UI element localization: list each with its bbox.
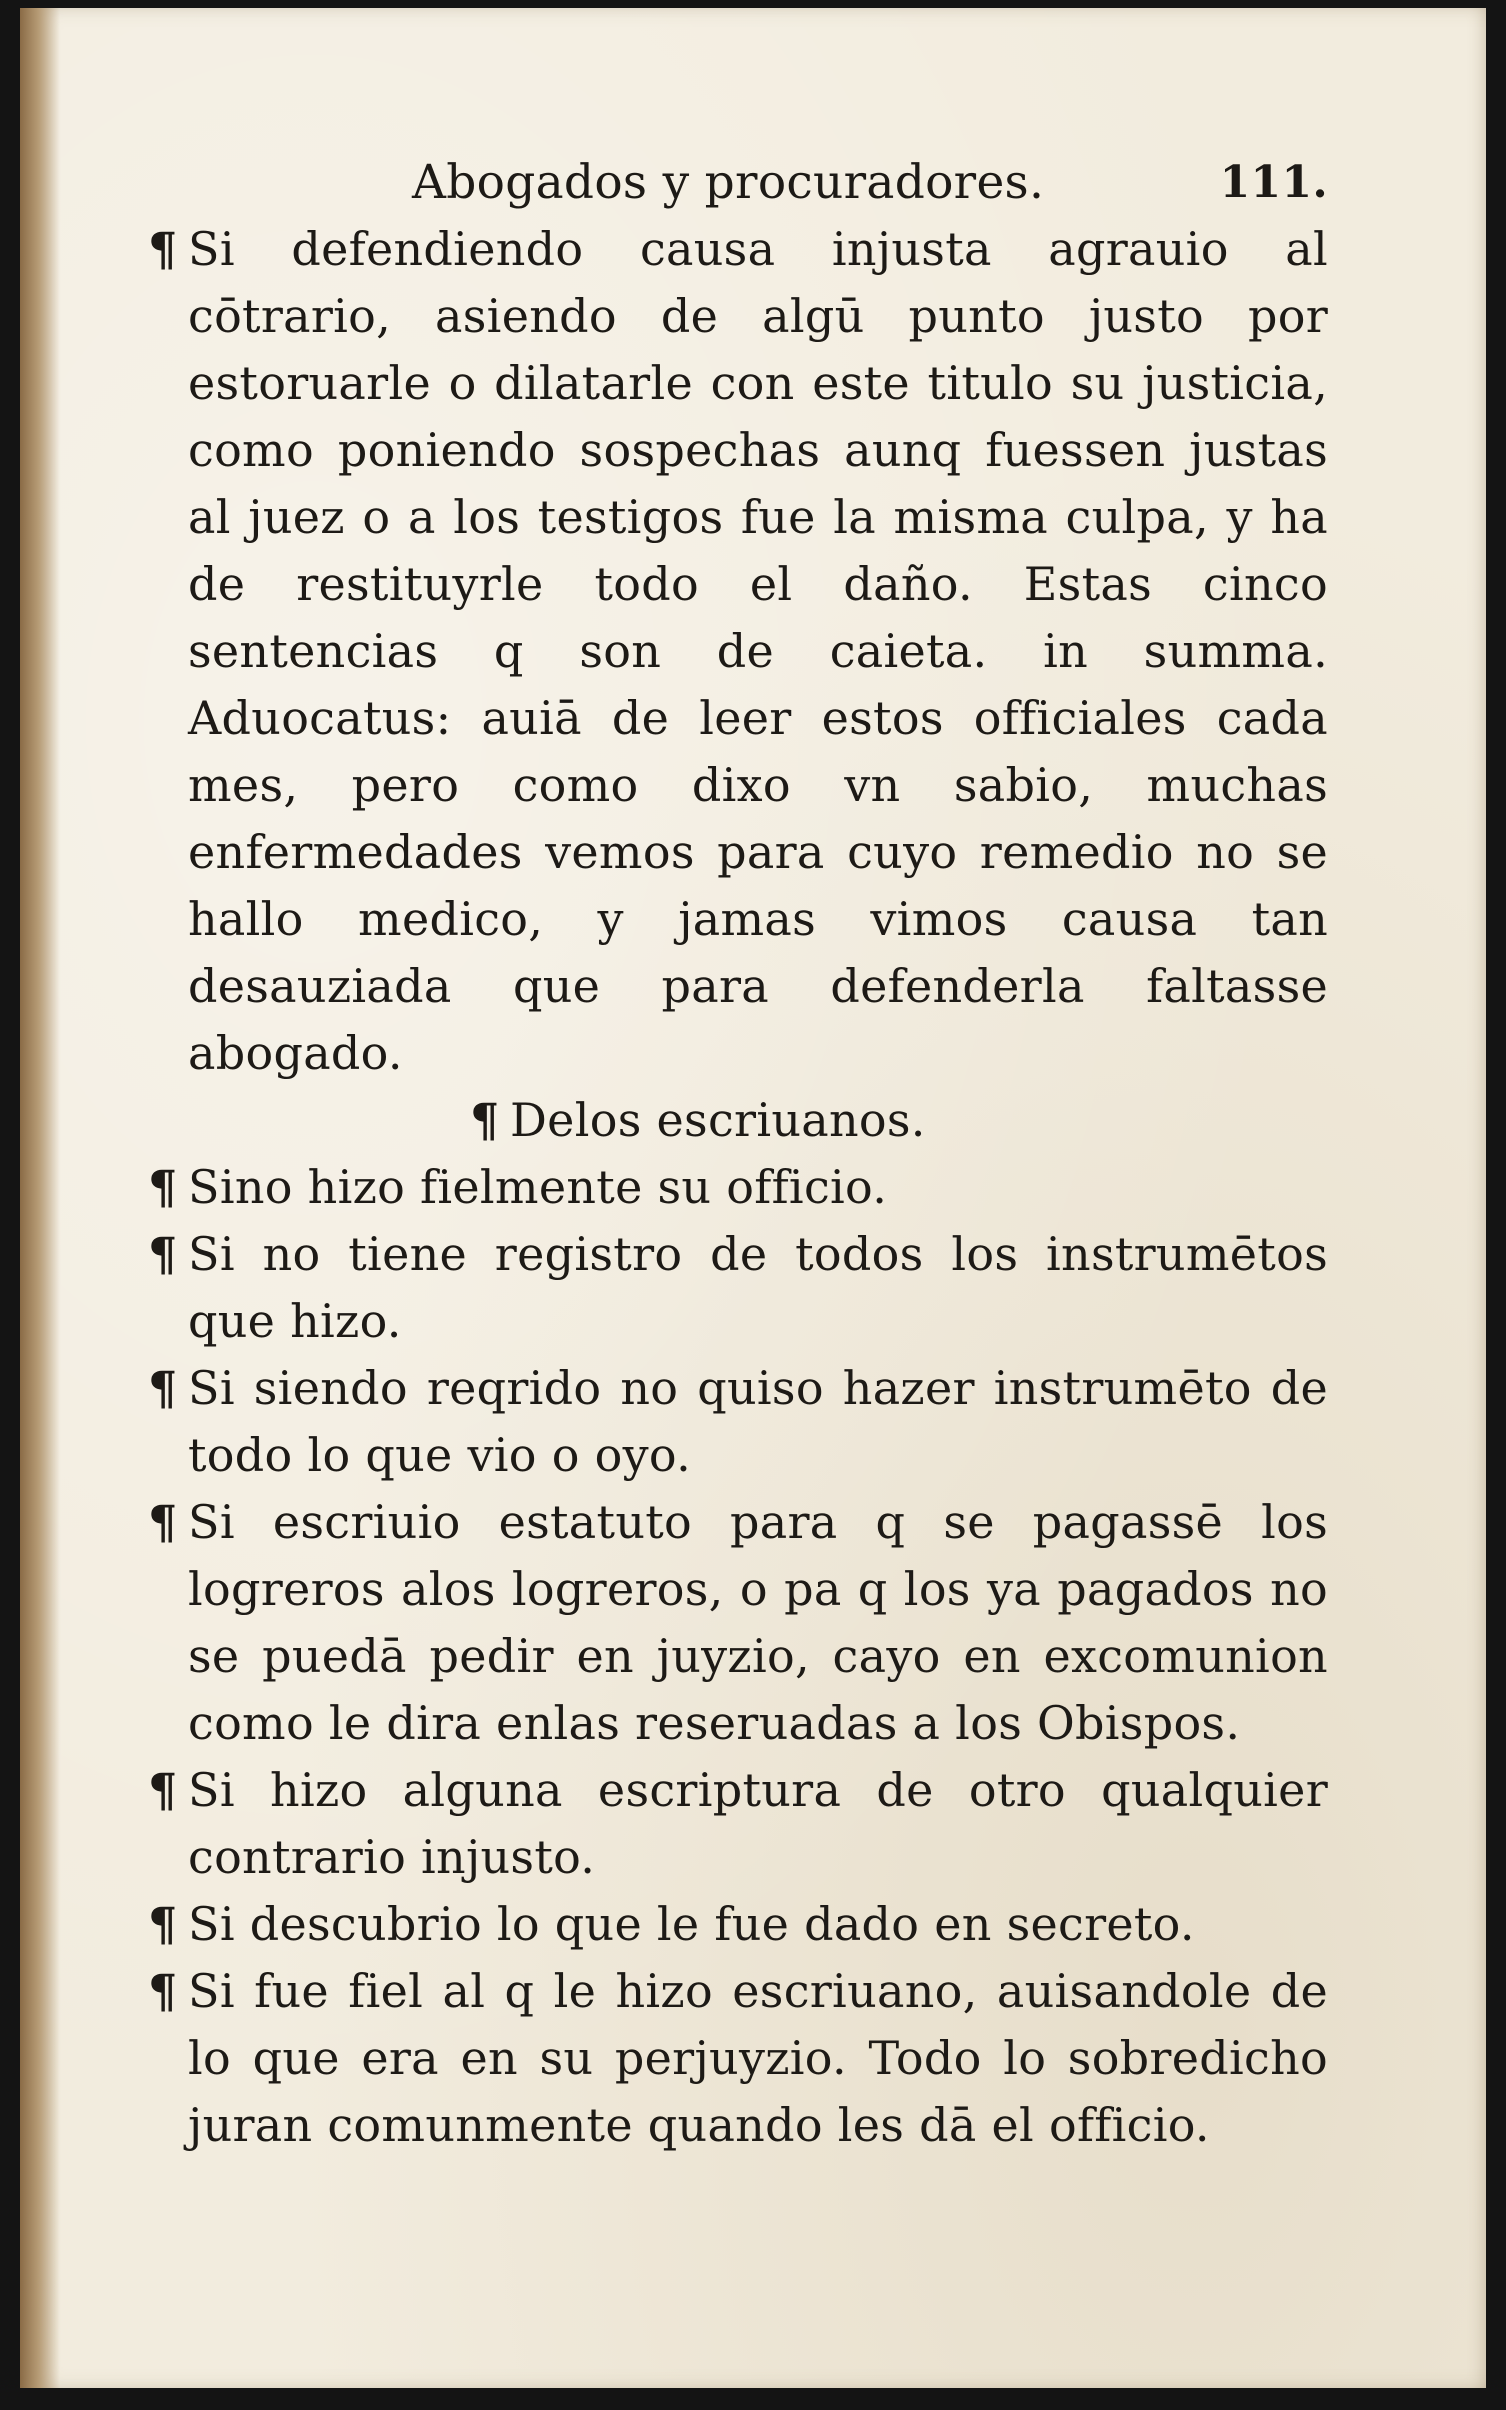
pilcrow-mark: ¶ <box>148 1495 178 1549</box>
paragraph-escriuano-7 <box>148 1958 1328 2159</box>
paragraph-text: Si defendiendo causa injusta agrauio al cōtrario, asiendo de algū punto justo por estoruarle o dilatarle con este titulo su justicia, como poniendo sospechas aunq fuessen justas al juez o a los testigos fue la misma culpa, y ha de restituyrle todo el daño. Estas cinco sentencias q son de caieta. in summa. Aduocatus: auiā de leer estos officiales cada mes, pero como dixo vn sabio, muchas enfermedades vemos para cuyo remedio no se hallo medico, y jamas vimos causa tan desauziada que para defenderla faltasse abogado. <box>188 222 1328 1080</box>
section-heading-text: Delos escriuanos. <box>510 1093 926 1147</box>
pilcrow-mark: ¶ <box>148 1160 178 1214</box>
paragraph-text: Si siendo reqrido no quiso hazer instrumēto de todo lo que vio o oyo. <box>188 1361 1328 1482</box>
paragraph-escriuano-6 <box>148 1891 1328 1958</box>
pilcrow-mark: ¶ <box>148 1763 178 1817</box>
paragraph-text: Si escriuio estatuto para q se pagassē los logreros alos logreros, o pa q los ya pagados no se puedā pedir en juyzio, cayo en excomunion como le dira enlas reseruadas a los Obispos. <box>188 1495 1328 1750</box>
paragraph-escriuano-2 <box>148 1221 1328 1355</box>
running-head: Abogados y procuradores. <box>412 155 1045 210</box>
paragraph-text: Si hizo alguna escriptura de otro qualquier contrario injusto. <box>188 1763 1328 1884</box>
pilcrow-mark: ¶ <box>148 1361 178 1415</box>
book-page <box>20 8 1486 2388</box>
pilcrow-mark: ¶ <box>148 1897 178 1951</box>
paragraph-escriuano-4 <box>148 1489 1328 1757</box>
paragraph-escriuano-3 <box>148 1355 1328 1489</box>
folio-number: 111. <box>1219 157 1328 208</box>
paragraph-text: Sino hizo fielmente su officio. <box>188 1160 888 1214</box>
paragraph-text: Si fue fiel al q le hizo escriuano, auisandole de lo que era en su perjuyzio. Todo lo sobredicho juran comunmente quando les dā el officio. <box>188 1964 1328 2152</box>
paragraph-escriuano-5 <box>148 1757 1328 1891</box>
book-spine-shadow <box>20 8 60 2388</box>
pilcrow-mark: ¶ <box>148 222 178 276</box>
paragraph-abogados-final <box>148 216 1328 1087</box>
paragraph-escriuano-1 <box>148 1154 1328 1221</box>
text-block <box>148 150 1328 2159</box>
pilcrow-mark: ¶ <box>148 1227 178 1281</box>
paragraph-text: Si no tiene registro de todos los instrumētos que hizo. <box>188 1227 1328 1348</box>
pilcrow-mark: ¶ <box>148 1964 178 2018</box>
page-header <box>148 150 1328 216</box>
pilcrow-mark: ¶ <box>470 1093 500 1147</box>
paragraph-text: Si descubrio lo que le fue dado en secreto. <box>188 1897 1195 1951</box>
section-heading-escriuanos <box>148 1087 1328 1154</box>
